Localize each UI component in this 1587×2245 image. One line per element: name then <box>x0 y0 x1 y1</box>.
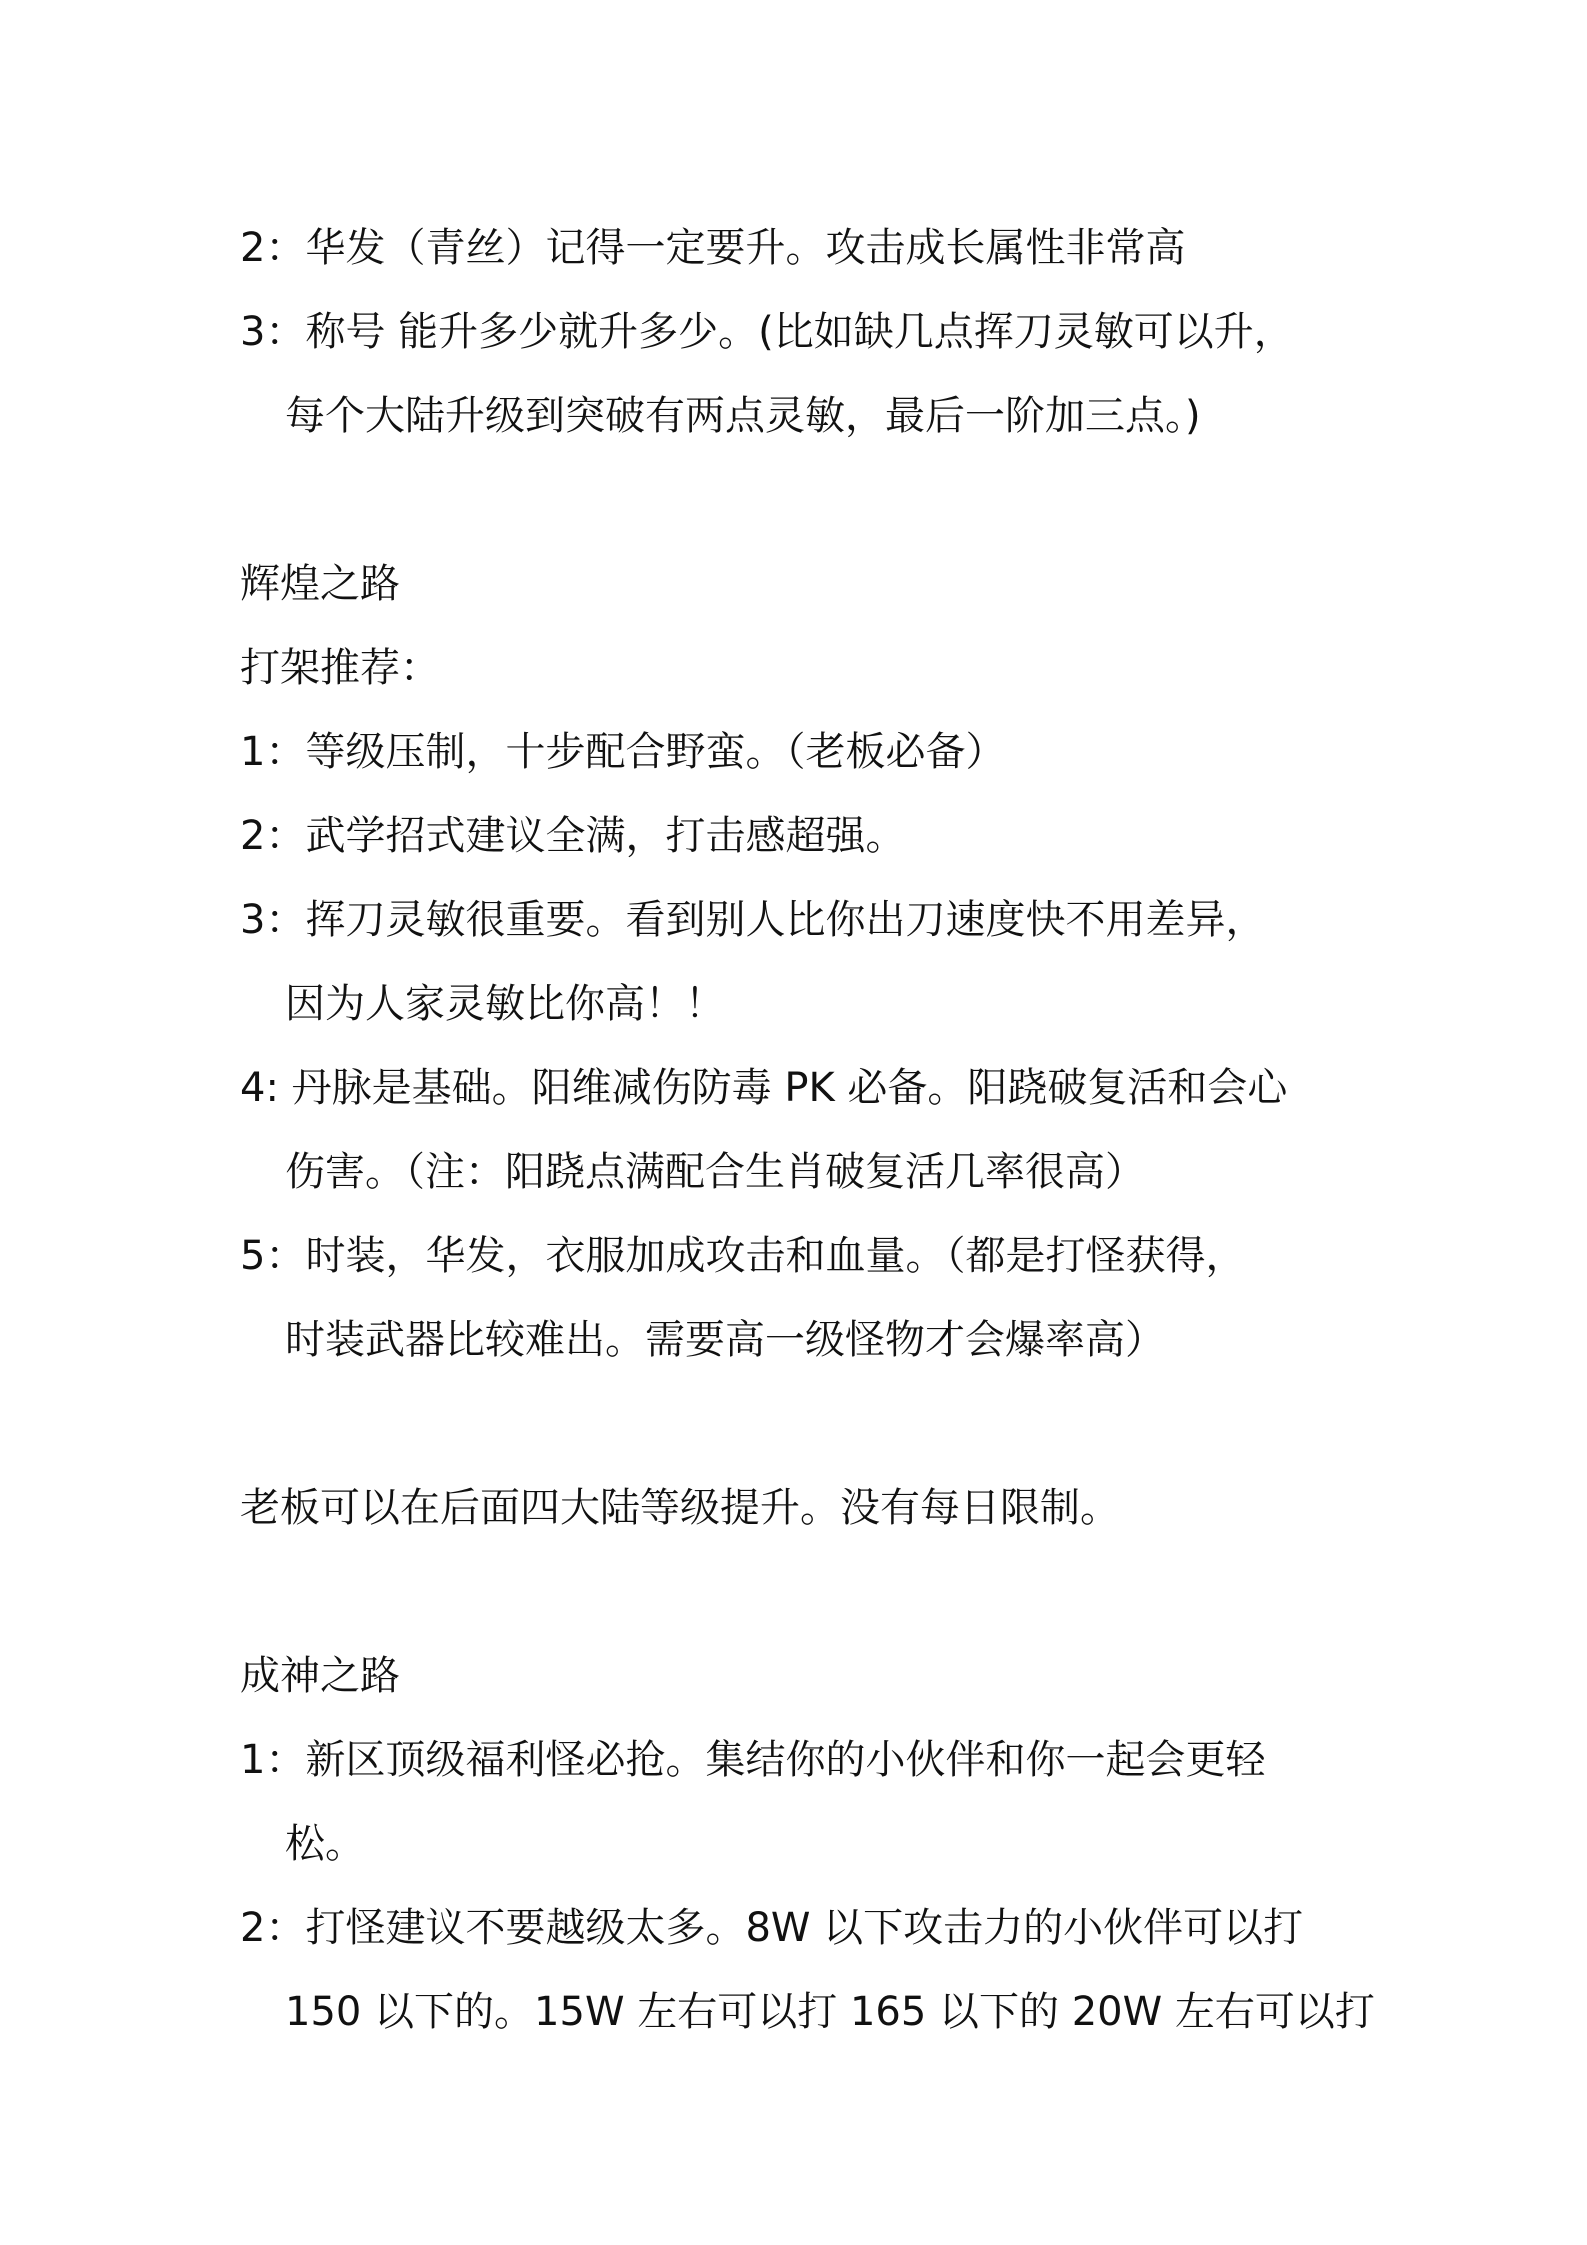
paragraph-gap <box>240 458 1360 542</box>
section-heading-godhood: 成神之路 <box>240 1653 400 1699</box>
list-item-2-title-upgrade: 2：华发（青丝）记得一定要升。攻击成长属性非常高 <box>240 225 1186 271</box>
list-item-3-continuation: 每个大陆升级到突破有两点灵敏，最后一阶加三点。) <box>285 393 1201 439</box>
list-item-2-continuation: 150 以下的。15W 左右可以打 165 以下的 20W 左右可以打 <box>285 1989 1375 2035</box>
list-item-2-martial-skills: 2：武学招式建议全满，打击感超强。 <box>240 813 906 859</box>
list-item-1-welfare-monster: 1：新区顶级福利怪必抢。集结你的小伙伴和你一起会更轻 <box>240 1737 1266 1783</box>
document-body <box>240 206 1375 2054</box>
section-heading-glory: 辉煌之路 <box>240 561 400 607</box>
subheading-pvp-recommendation: 打架推荐： <box>240 645 440 691</box>
list-item-1-level-suppression: 1：等级压制，十步配合野蛮。（老板必备） <box>240 729 1006 775</box>
list-item-3-title-upgrade: 3：称号 能升多少就升多少。(比如缺几点挥刀灵敏可以升， <box>240 309 1294 355</box>
list-item-4-continuation: 伤害。（注：阳跷点满配合生肖破复活几率很高） <box>285 1149 1145 1195</box>
list-item-3-swing-agility: 3：挥刀灵敏很重要。看到别人比你出刀速度快不用差异， <box>240 897 1266 943</box>
paragraph-gap <box>240 1382 1360 1466</box>
list-item-5-continuation: 时装武器比较难出。需要高一级怪物才会爆率高） <box>285 1317 1165 1363</box>
list-item-4-meridians: 4: 丹脉是基础。阳维减伤防毒 PK 必备。阳跷破复活和会心 <box>240 1065 1288 1111</box>
paragraph-gap <box>240 1550 1360 1634</box>
list-item-3-continuation: 因为人家灵敏比你高！！ <box>285 981 725 1027</box>
list-item-5-fashion: 5：时装，华发，衣服加成攻击和血量。（都是打怪获得， <box>240 1233 1246 1279</box>
boss-note-paragraph: 老板可以在后面四大陆等级提升。没有每日限制。 <box>240 1485 1120 1531</box>
list-item-2-monster-level: 2：打怪建议不要越级太多。8W 以下攻击力的小伙伴可以打 <box>240 1905 1304 1951</box>
list-item-1-continuation: 松。 <box>285 1821 365 1867</box>
